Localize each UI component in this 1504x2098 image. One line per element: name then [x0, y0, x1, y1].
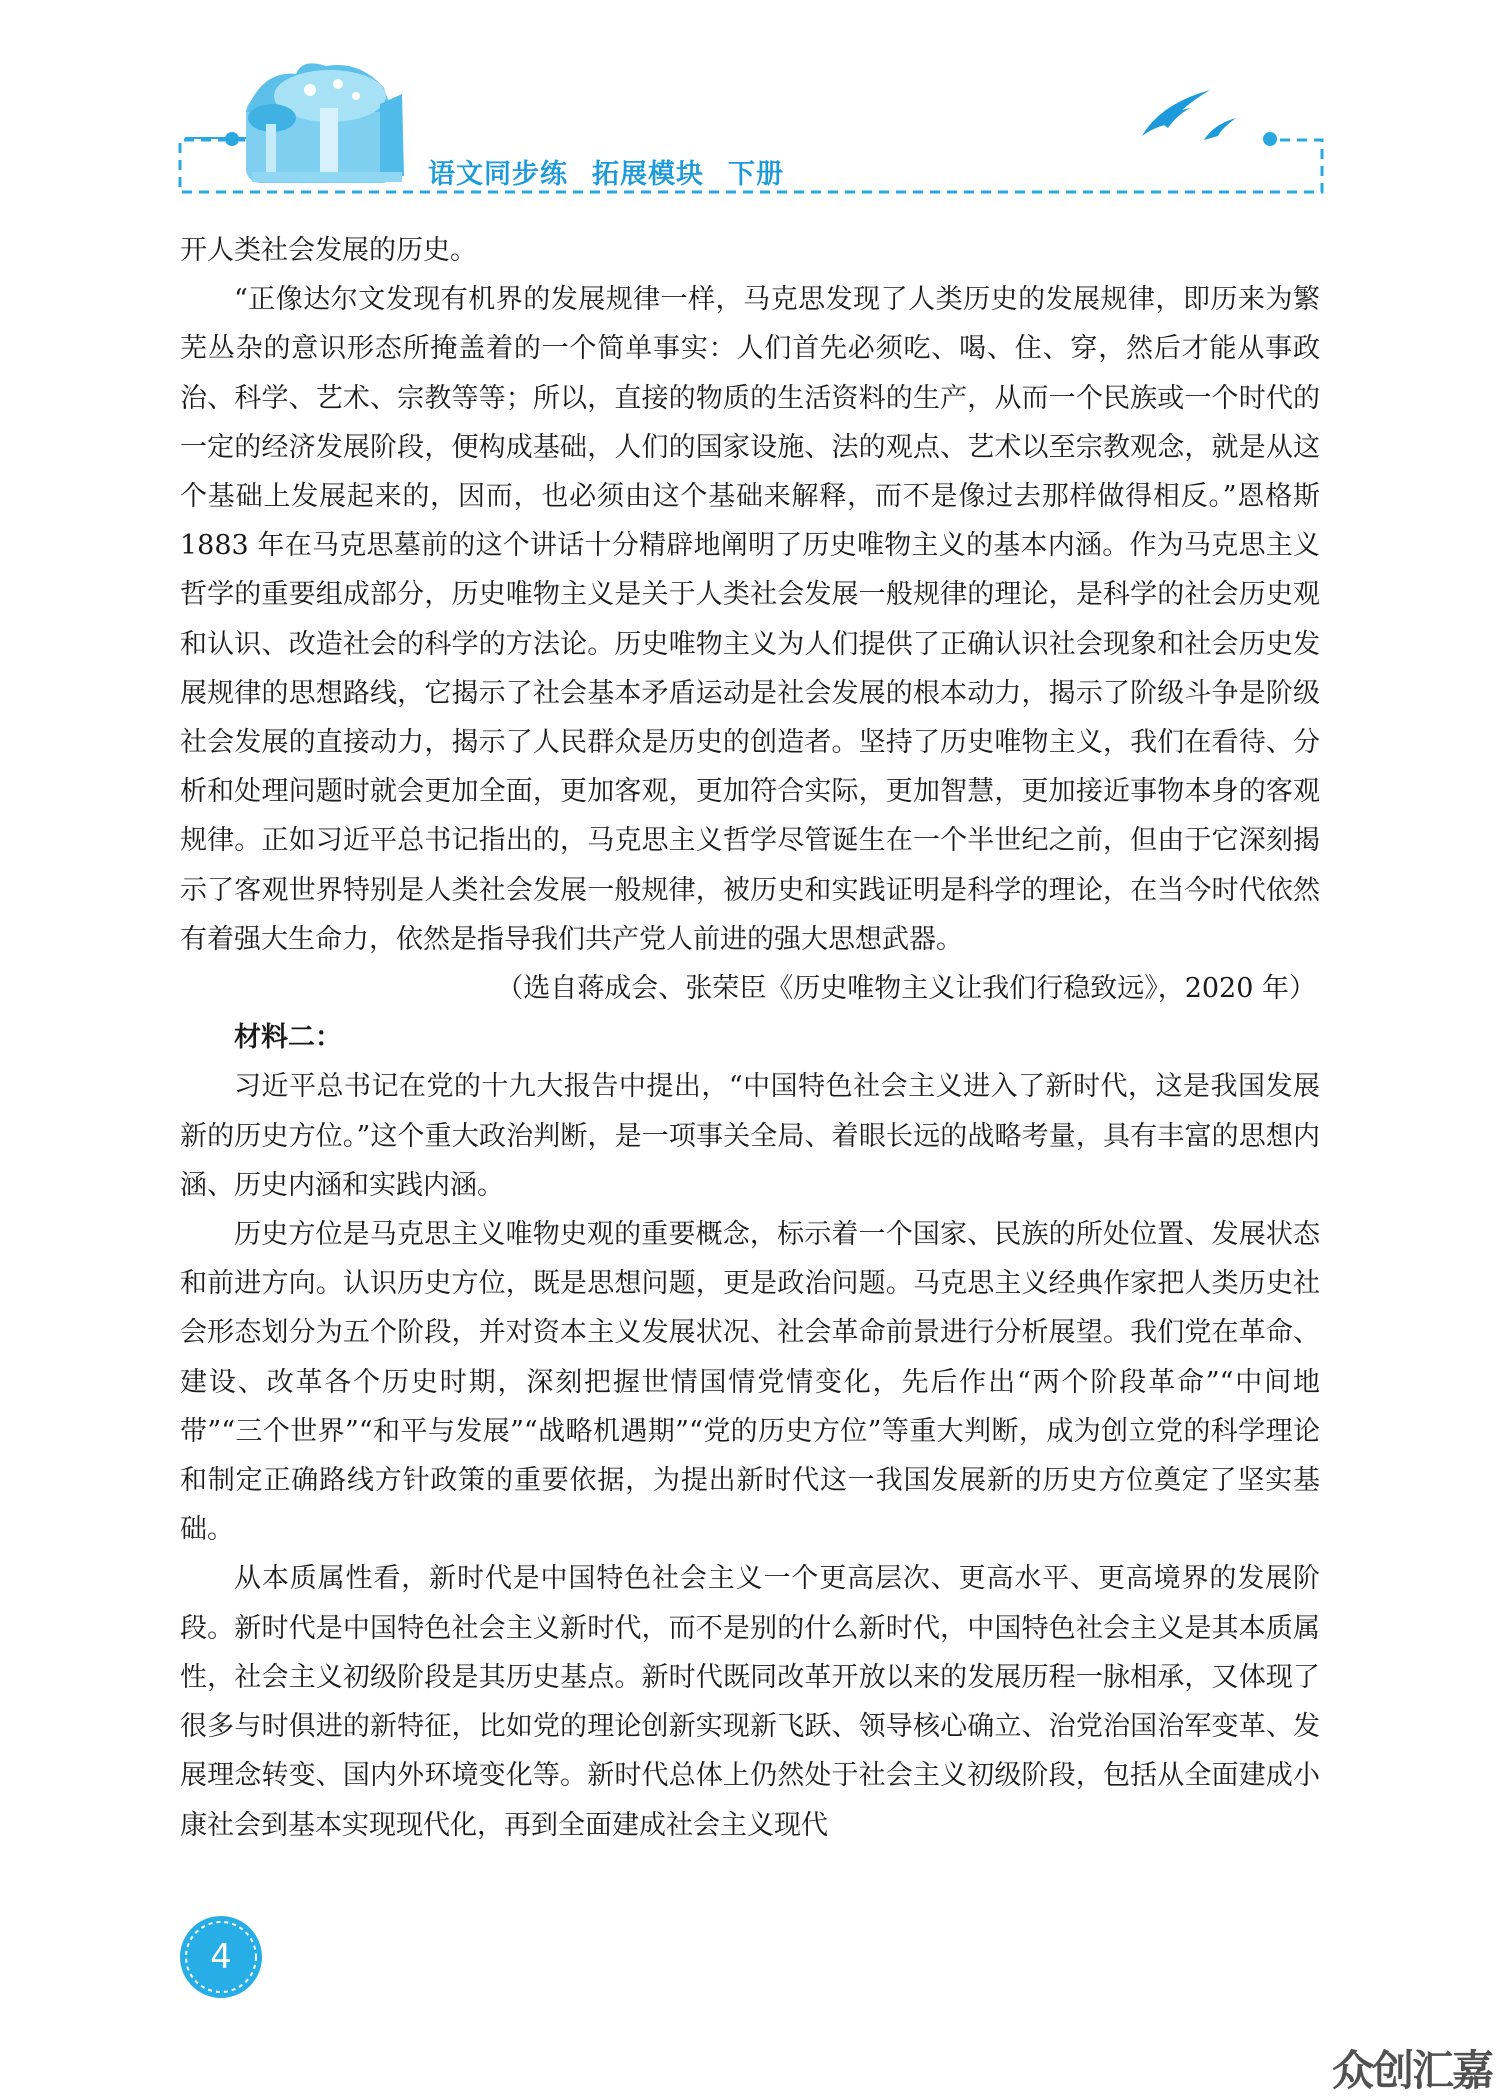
book-volume: 下册 [728, 159, 784, 190]
source-citation: （选自蒋成会、张荣臣《历史唯物主义让我们行稳致远》，2020 年） [496, 973, 1316, 1005]
page-number: 4 [210, 1937, 232, 1977]
paragraph: 从本质属性看，新时代是中国特色社会主义一个更高层次、更高水平、更高境界的发展阶段。新时代是中国特色社会主义新时代，而不是别的什么新时代，中国特色社会主义是其本质属性，社会主义初级阶段是其历史基点。新时代既同改革开放以来的发展历程一脉相承，又体现了很多与时俱进的新特征，比如党的理论创新实现新飞跃、领导核心确立、治党治国治军变革、发展理念转变、国内外环境变化等。新时代总体上仍然处于社会主义初级阶段，包括从全面建成小康社会到基本实现现代化，再到全面建成社会主义现代 [180, 1563, 1320, 1841]
paragraph: “正像达尔文发现有机界的发展规律一样，马克思发现了人类历史的发展规律，即历来为繁芜丛杂的意识形态所掩盖着的一个简单事实：人们首先必须吃、喝、住、穿，然后才能从事政治、科学、艺术、宗教等等；所以，直接的物质的生活资料的生产，从而一个民族或一个时代的一定的经济发展阶段，便构成基础，人们的国家设施、法的观点、艺术以至宗教观念，就是从这个基础上发展起来的，因而，也必须由这个基础来解释，而不是像过去那样做得相反。”恩格斯 1883 年在马克思墓前的这个讲话十分精辟地阐明了历史唯物主义的基本内涵。作为马克思主义哲学的重要组成部分，历史唯物主义是关于人类社会发展一般规律的理论，是科学的社会历史观和认识、改造社会的科学的方法论。历史唯物主义为人们提供了正确认识社会现象和社会历史发展规律的思想路线，它揭示了社会基本矛盾运动是社会发展的根本动力，揭示了阶级斗争是阶级社会发展的直接动力，揭示了人民群众是历史的创造者。坚持了历史唯物主义，我们在看待、分析和处理问题时就会更加全面，更加客观，更加符合实际，更加智慧，更加接近事物本身的客观规律。正如习近平总书记指出的，马克思主义哲学尽管诞生在一个半世纪之前，但由于它深刻揭示了客观世界特别是人类社会发展一般规律，被历史和实践证明是科学的理论，在当今时代依然有着强大生命力，依然是指导我们共产党人前进的强大思想武器。 [180, 284, 1320, 955]
mushroom-illustration-icon [246, 63, 404, 183]
frame-dot-right [1263, 132, 1277, 146]
section-title: 材料二： [234, 1022, 342, 1054]
book-series: 语文同步练 [428, 159, 568, 190]
paragraph: 开人类社会发展的历史。 [180, 235, 477, 266]
frame-dot-left [225, 132, 239, 146]
paragraph: 历史方位是马克思主义唯物史观的重要概念，标示着一个国家、民族的所处位置、发展状态和前进方向。认识历史方位，既是思想问题，更是政治问题。马克思主义经典作家把人类历史社会形态划分为五个阶段，并对资本主义发展状况、社会革命前景进行分析展望。我们党在革命、建设、改革各个历史时期，深刻把握世情国情党情变化，先后作出“两个阶段革命”“中间地带”“三个世界”“和平与发展”“战略机遇期”“党的历史方位”等重大判断，成为创立党的科学理论和制定正确路线方针政策的重要依据，为提出新时代这一我国发展新的历史方位奠定了坚实基础。 [180, 1219, 1320, 1546]
article-body [180, 226, 1320, 1850]
header-title [428, 152, 808, 191]
page-header [0, 0, 1504, 210]
book-module: 拓展模块 [592, 159, 704, 190]
paragraph: 习近平总书记在党的十九大报告中提出，“中国特色社会主义进入了新时代，这是我国发展新的历史方位。”这个重大政治判断，是一项事关全局、着眼长远的战略考量，具有丰富的思想内涵、历史内涵和实践内涵。 [180, 1071, 1320, 1201]
watermark: 众创汇嘉 [1332, 2046, 1493, 2095]
birds-icon [1142, 90, 1236, 140]
